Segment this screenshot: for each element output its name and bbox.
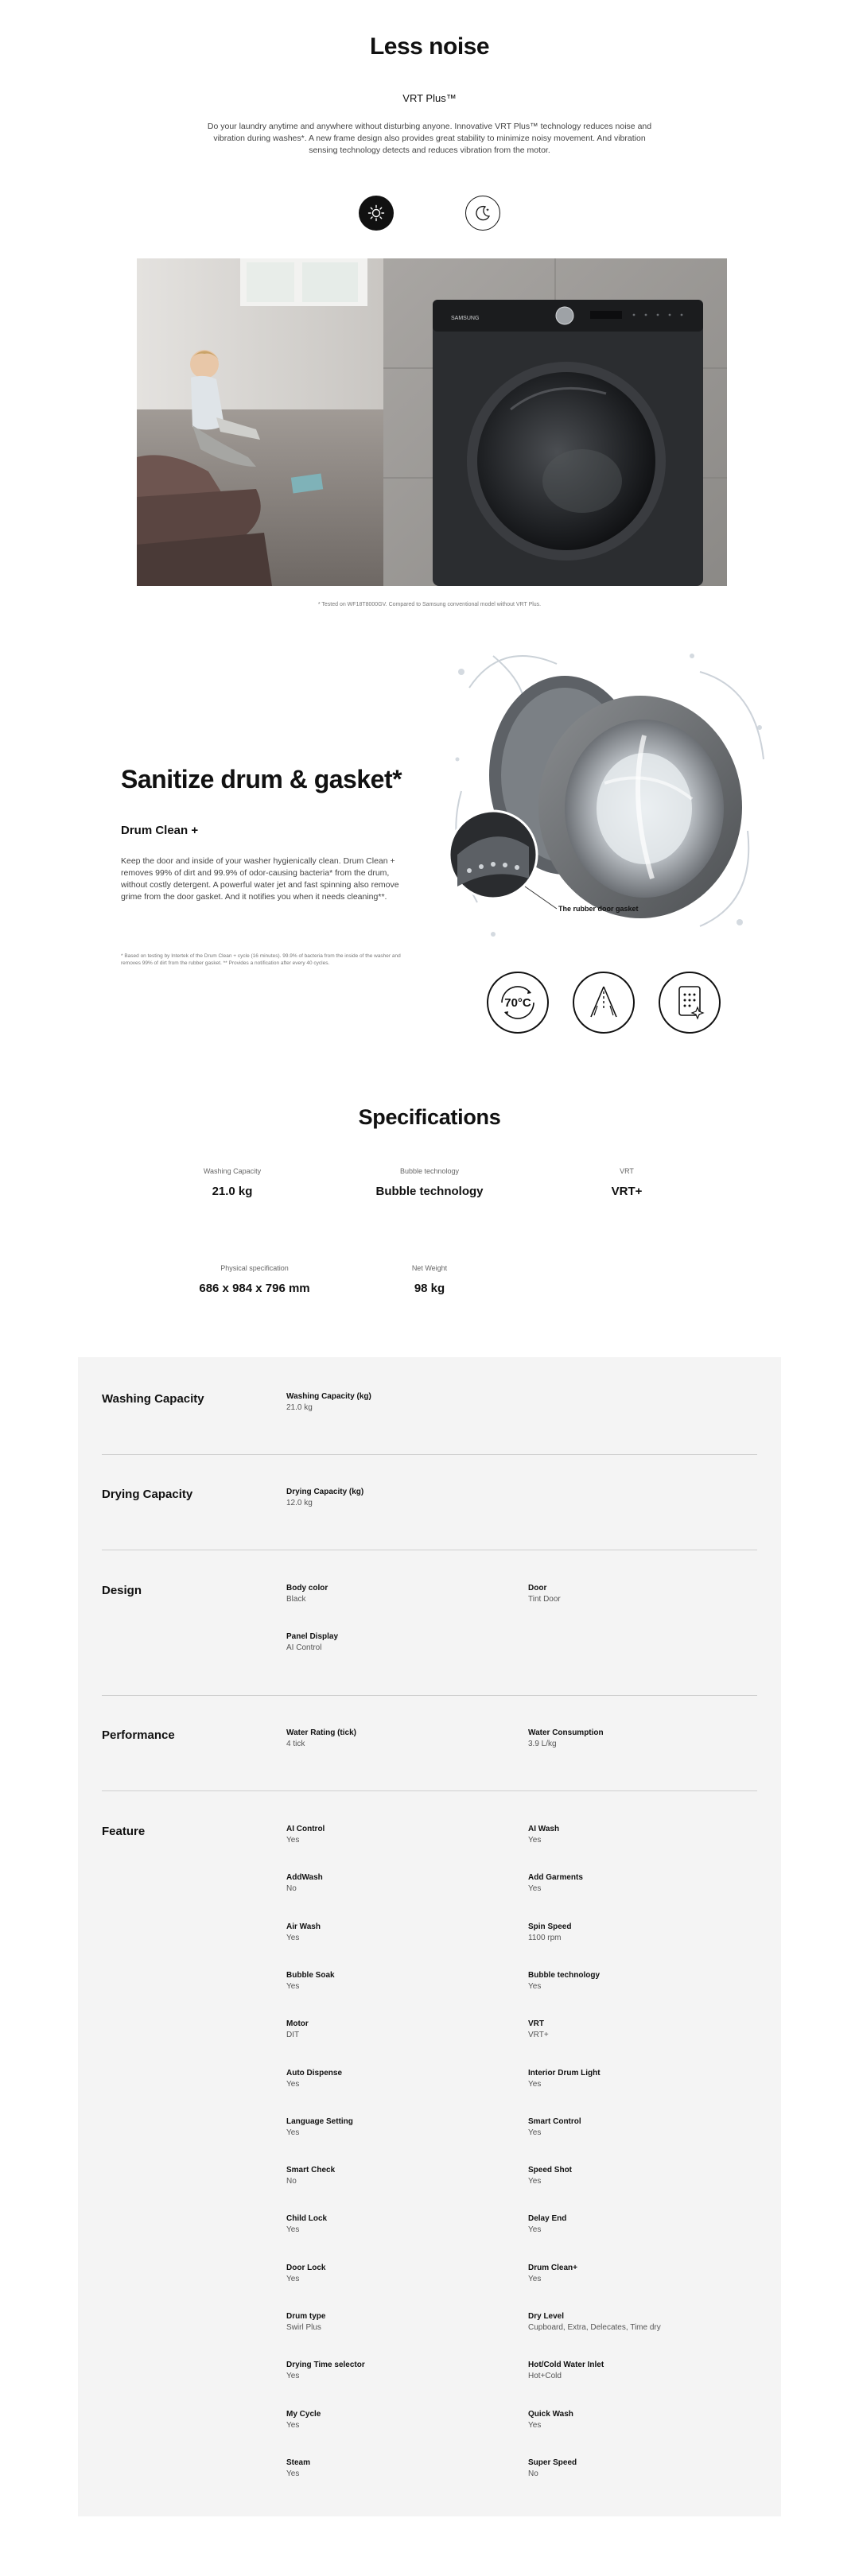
spec-category-title: Feature: [102, 1825, 146, 1838]
key-spec-vrt: [523, 1167, 730, 1198]
sun-icon: [367, 204, 385, 222]
spec-item-value: Swirl Plus: [286, 2323, 321, 2332]
spec-item: [528, 2214, 767, 2234]
70c-icon: [487, 972, 549, 1034]
section-description-sanitize: Keep the door and inside of your washer hygienically clean. Drum Clean + removes 99% of dirt and 99.9% of odor-causing bacteria* from the drum, without costly detergent. A powerful water jet and fast spinning also remove grime from the door gasket. And it notifies you when it needs cleaning**.: [121, 856, 399, 902]
spec-item: [528, 2312, 767, 2332]
spec-item: [528, 1922, 767, 1942]
spec-item: [286, 2019, 525, 2039]
spec-item-value: DIT: [286, 2031, 300, 2040]
spec-item: [528, 2019, 767, 2039]
spec-item-value: Tint Door: [528, 1595, 561, 1604]
spec-item: [286, 1632, 525, 1652]
spec-row-design: [102, 1584, 757, 1696]
washer-brand-label: SAMSUNG: [451, 316, 480, 321]
hero-illustration: [137, 258, 727, 586]
spec-item-value: No: [528, 2469, 538, 2478]
spec-item: [528, 1825, 767, 1845]
section-description-noise: Do your laundry anytime and anywhere without disturbing anyone. Innovative VRT Plus™ technology reduces noise and vibration during washes*. A new frame design also provides great stability to minimize noisy movement. And vibration sensing technology detects and reduces vibration from the motor.: [207, 122, 652, 155]
key-spec-label: VRT: [620, 1167, 634, 1175]
spec-item-key: Smart Control: [528, 2116, 581, 2126]
spec-item-value: 12.0 kg: [286, 1499, 313, 1507]
spec-item: [528, 1971, 767, 1991]
spec-item-value: Yes: [528, 1884, 542, 1894]
spec-item-value: 1100 rpm: [528, 1933, 562, 1942]
spec-item: [286, 1825, 525, 1845]
spec-item-key: Air Wash: [286, 1922, 321, 1931]
spec-category-title: Performance: [102, 1728, 175, 1742]
spec-item-key: Interior Drum Light: [528, 2068, 601, 2077]
key-spec-value: 98 kg: [414, 1282, 445, 1295]
spec-row-performance: [102, 1728, 757, 1791]
spec-item-value: 21.0 kg: [286, 1403, 313, 1412]
spec-table: [78, 1357, 781, 2516]
spec-item: [286, 1392, 525, 1412]
spec-item-value: Yes: [528, 2177, 542, 2186]
spec-item-key: Door: [528, 1584, 547, 1593]
spec-item-key: AI Wash: [528, 1825, 560, 1833]
hero-image-child-and-washer: [137, 258, 727, 586]
spec-item: [286, 2117, 525, 2137]
key-spec-label: Washing Capacity: [203, 1167, 262, 1175]
day-mode-button[interactable]: [359, 196, 394, 231]
gasket-label: The rubber door gasket: [558, 905, 639, 913]
key-spec-value: 686 x 984 x 796 mm: [199, 1282, 310, 1295]
clean-drum-icon: [659, 972, 721, 1034]
section-subtitle-drum-clean: Drum Clean +: [121, 824, 199, 837]
spec-item-key: Drum Clean+: [528, 2263, 577, 2272]
key-spec-label: Physical specification: [220, 1264, 289, 1272]
spec-item-value: 4 tick: [286, 1740, 305, 1748]
spec-item-value: Hot+Cold: [528, 2372, 562, 2381]
spec-item-value: Yes: [286, 1836, 300, 1845]
spec-item-key: AddWash: [286, 1873, 323, 1883]
spec-item-key: Add Garments: [528, 1873, 583, 1883]
spec-item: [286, 2410, 525, 2430]
spec-item-value: Yes: [286, 2225, 300, 2235]
water-jet-icon: [573, 972, 635, 1034]
spec-item: [528, 1584, 767, 1604]
section-title-less-noise: Less noise: [369, 33, 490, 60]
spec-item: [528, 2410, 767, 2430]
spec-item-value: Yes: [528, 2420, 542, 2430]
spec-item-value: Yes: [286, 2128, 300, 2137]
spec-item: [528, 2458, 767, 2478]
spec-item-key: Quick Wash: [528, 2409, 573, 2419]
spec-item-value: Yes: [528, 1836, 542, 1845]
spec-item-key: Hot/Cold Water Inlet: [528, 2361, 604, 2370]
spec-item-value: Black: [286, 1595, 306, 1604]
70c-label: 70°C: [504, 996, 531, 1010]
sanitize-footnote: * Based on testing by Intertek of the Drum Clean + cycle (16 minutes). 99.9% of bacteria from the inside of the washer and removes 99% of dirt from the rubber gasket. ** Provides a notification after every 40 cycles.: [121, 953, 401, 966]
spec-item-value: 3.9 L/kg: [528, 1740, 557, 1748]
spec-item-value: AI Control: [286, 1643, 322, 1652]
section-title-specifications: Specifications: [358, 1105, 501, 1129]
spec-item-key: Body color: [286, 1584, 328, 1593]
spec-item-key: Water Consumption: [528, 1728, 604, 1737]
spec-item: [286, 1873, 525, 1893]
spec-item-value: Yes: [286, 2469, 300, 2478]
spec-item-key: VRT: [528, 2019, 544, 2029]
spec-item: [286, 1584, 525, 1604]
spec-item: [528, 2361, 767, 2380]
spec-item-value: VRT+: [528, 2031, 549, 2040]
spec-item-key: Spin Speed: [528, 1922, 572, 1931]
spec-item-value: No: [286, 2177, 297, 2186]
spec-item-key: Motor: [286, 2019, 309, 2029]
moon-icon: [474, 204, 492, 222]
spec-row-drying-capacity: [102, 1488, 757, 1550]
key-spec-label: Net Weight: [411, 1264, 448, 1272]
spec-item-key: Child Lock: [286, 2214, 328, 2224]
spec-item-value: Yes: [528, 2079, 542, 2089]
spec-item-key: Drying Capacity (kg): [286, 1488, 364, 1496]
spec-item-key: Panel Display: [286, 1632, 339, 1641]
spec-item-key: Auto Dispense: [286, 2068, 343, 2077]
spec-item: [528, 2069, 767, 2089]
spec-item-key: Bubble technology: [528, 1970, 600, 1980]
key-spec-value: 21.0 kg: [212, 1185, 253, 1198]
noise-footnote: * Tested on WF18T8000GV. Compared to Samsung conventional model without VRT Plus.: [317, 602, 542, 607]
spec-item-value: Yes: [286, 1933, 300, 1942]
spec-item: [528, 2117, 767, 2137]
spec-item-key: Water Rating (tick): [286, 1728, 356, 1737]
spec-item-key: Steam: [286, 2458, 311, 2467]
spec-item-key: Smart Check: [286, 2166, 336, 2175]
spec-item-key: Delay End: [528, 2214, 567, 2224]
spec-item-key: Speed Shot: [528, 2166, 573, 2175]
spec-item: [286, 2458, 525, 2478]
spec-item: [286, 1728, 525, 1748]
spec-item: [286, 2214, 525, 2234]
spec-item: [528, 2264, 767, 2283]
spec-item: [286, 2361, 525, 2380]
spec-category-title: Washing Capacity: [102, 1392, 204, 1406]
spec-item-key: Washing Capacity (kg): [286, 1392, 371, 1401]
section-subtitle-vrt: VRT Plus™: [402, 92, 457, 104]
drum-illustration: [445, 640, 772, 958]
spec-row-feature: [102, 1825, 757, 2508]
spec-row-washing-capacity: [102, 1392, 757, 1455]
spec-item: [286, 1922, 525, 1942]
spec-item-value: Yes: [286, 2372, 300, 2381]
spec-item-key: Language Setting: [286, 2116, 353, 2126]
spec-item-value: Yes: [286, 2274, 300, 2283]
spec-item: [528, 2166, 767, 2186]
spec-item: [286, 2166, 525, 2186]
spec-item: [286, 2069, 525, 2089]
spec-item-value: Cupboard, Extra, Delecates, Time dry: [528, 2323, 661, 2332]
spec-item-value: Yes: [528, 1981, 542, 1991]
key-spec-label: Bubble technology: [399, 1167, 460, 1175]
section-title-sanitize: Sanitize drum & gasket*: [121, 765, 402, 793]
spec-item-value: Yes: [528, 2225, 542, 2235]
spec-item-key: Dry Level: [528, 2312, 565, 2321]
key-spec-value: Bubble technology: [375, 1185, 484, 1198]
spec-item: [528, 1873, 767, 1893]
spec-item-value: Yes: [528, 2274, 542, 2283]
spec-item-key: Drying Time selector: [286, 2361, 365, 2370]
spec-item-key: Drum type: [286, 2312, 326, 2321]
spec-item-value: Yes: [286, 1981, 300, 1991]
spec-item: [528, 1728, 767, 1748]
spec-item-value: No: [286, 1884, 297, 1894]
spec-item: [286, 2312, 525, 2332]
spec-item: [286, 1488, 525, 1507]
spec-item-key: Super Speed: [528, 2458, 577, 2467]
spec-item-key: My Cycle: [286, 2409, 321, 2419]
spec-item: [286, 2264, 525, 2283]
spec-category-title: Drying Capacity: [102, 1488, 193, 1501]
spec-item-value: Yes: [528, 2128, 542, 2137]
key-spec-bubble-technology: [326, 1167, 533, 1198]
spec-item-key: AI Control: [286, 1825, 325, 1833]
spec-category-title: Design: [102, 1584, 142, 1597]
key-spec-washing-capacity: [129, 1167, 336, 1198]
key-spec-net-weight: [326, 1264, 533, 1295]
key-spec-value: VRT+: [611, 1185, 643, 1198]
spec-item-key: Door Lock: [286, 2263, 326, 2272]
spec-item-value: Yes: [286, 2420, 300, 2430]
night-mode-button[interactable]: [465, 196, 500, 231]
spec-item: [286, 1971, 525, 1991]
spec-item-value: Yes: [286, 2079, 300, 2089]
spec-item-key: Bubble Soak: [286, 1970, 335, 1980]
